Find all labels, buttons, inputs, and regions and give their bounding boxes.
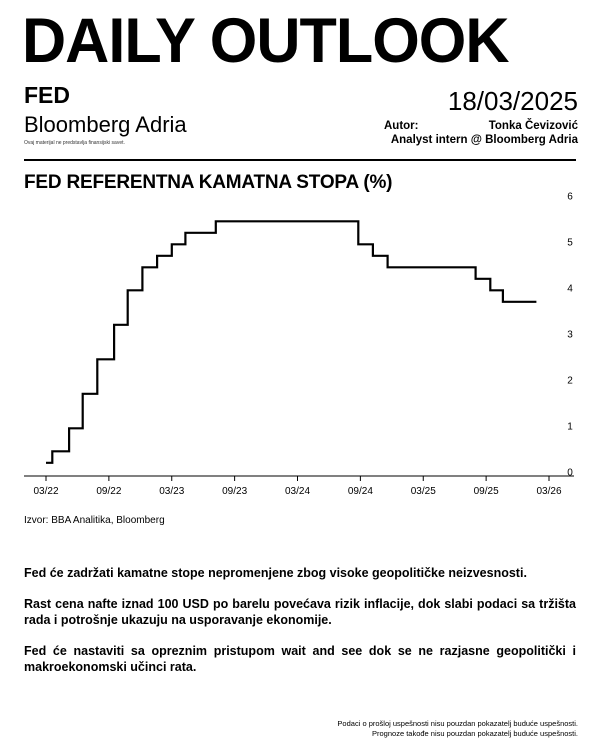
report-date: 18/03/2025 — [447, 86, 578, 116]
x-tick-label: 03/23 — [159, 486, 185, 497]
x-tick-label: 09/23 — [222, 486, 248, 497]
y-tick-labels — [567, 192, 573, 479]
y-tick-label: 5 — [567, 237, 573, 249]
y-tick-label: 2 — [567, 375, 573, 387]
section-label: FED — [24, 82, 70, 108]
y-tick-label: 6 — [567, 191, 573, 203]
author-role: Analyst intern @ Bloomberg Adria — [390, 134, 578, 146]
y-tick-label: 1 — [567, 421, 573, 433]
footer-disclaimer-1: Podaci o prošloj uspešnosti nisu pouzdan pokazatelj buduće uspešnosti. — [337, 719, 578, 728]
author-name: Tonka Čevizović — [488, 120, 578, 132]
author-label: Autor: — [384, 120, 419, 132]
x-tick-label: 09/22 — [96, 486, 122, 497]
y-tick-label: 3 — [567, 329, 573, 341]
body-paragraph-2: Rast cena nafte iznad 100 USD po barelu povećava rizik inflacije, dok slabi podaci sa tržišta rada i potrošnje ukazuju na usporavanje ekonomije. — [24, 597, 576, 627]
y-tick-label: 4 — [567, 283, 573, 295]
series-line-fed-rate — [46, 221, 536, 462]
x-tick-label: 03/25 — [410, 486, 436, 497]
x-axis — [24, 476, 574, 481]
footer-disclaimer-2: Prognoze takođe nisu pouzdan pokazatelj buduće uspešnosti. — [372, 729, 578, 738]
header-disclaimer: Ovaj materijal ne predstavlja finansijski savet. — [24, 140, 125, 146]
brand-name: Bloomberg Adria — [24, 112, 187, 137]
x-tick-label: 09/25 — [473, 486, 499, 497]
x-tick-label: 03/22 — [33, 486, 59, 497]
report-title: DAILY OUTLOOK — [22, 6, 509, 76]
body-paragraph-3: Fed će nastaviti sa opreznim pristupom wait and see dok se ne razjasne geopolitički i makroekonomski učinci rata. — [24, 644, 576, 674]
x-tick-label: 03/24 — [284, 486, 311, 497]
x-tick-label: 09/24 — [347, 486, 373, 497]
chart-title: FED REFERENTNA KAMATNA STOPA (%) — [24, 172, 393, 193]
body-paragraph-1: Fed će zadržati kamatne stope nepromenjene zbog visoke geopolitičke neizvesnosti. — [24, 566, 527, 580]
x-tick-labels — [33, 486, 561, 497]
series-group — [46, 221, 536, 463]
y-tick-label: 0 — [567, 467, 573, 479]
chart-source: Izvor: BBA Analitika, Bloomberg — [24, 515, 165, 526]
x-tick-label: 03/26 — [536, 486, 562, 497]
